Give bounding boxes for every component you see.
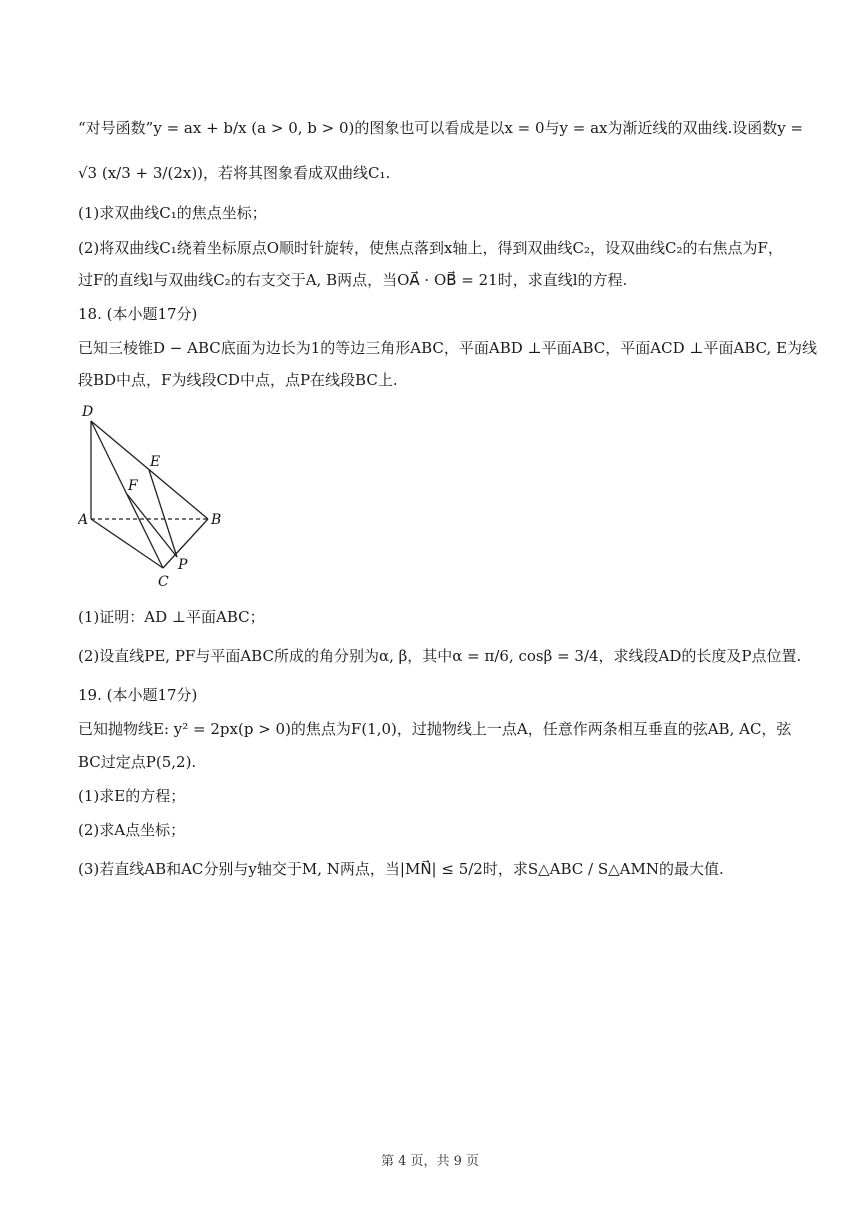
problem18-stem-line1: 已知三棱锥D − ABC底面为边长为1的等边三角形ABC，平面ABD ⊥平面ABC，平面ACD ⊥平面ABC, E为线 (78, 339, 818, 357)
label-A: A (78, 512, 89, 528)
label-B: B (211, 512, 222, 528)
label-D: D (82, 404, 94, 420)
segment-PF (127, 494, 177, 557)
problem19-question3: (3)若直线AB和AC分别与y轴交于M, N两点，当|MN⃗| ≤ 5/2时，求S△ABC / S△AMN的最大值. (78, 860, 724, 878)
problem19-question2: (2)求A点坐标； (78, 821, 186, 839)
label-P: P (178, 557, 188, 573)
problem18-question2: (2)设直线PE, PF与平面ABC所成的角分别为α, β，其中α = π/6, cosβ = 3/4，求线段AD的长度及P点位置. (78, 647, 802, 665)
label-E: E (150, 454, 161, 470)
problem19-stem-line2: BC过定点P(5,2). (78, 753, 197, 771)
problem17-question2-line1: (2)将双曲线C₁绕着坐标原点O顺时针旋转，使焦点落到x轴上，得到双曲线C₂，设双曲线C₂的右焦点为F， (78, 239, 783, 257)
problem19-stem-line1: 已知抛物线E: y² = 2px(p > 0)的焦点为F(1,0)，过抛物线上一点A，任意作两条相互垂直的弦AB, AC，弦 (78, 720, 792, 738)
tetrahedron-figure (78, 400, 238, 590)
problem18-question1: (1)证明：AD ⊥平面ABC； (78, 608, 265, 626)
problem19-heading: 19. (本小题17分) (78, 686, 198, 704)
problem18-stem-line2: 段BD中点，F为线段CD中点，点P在线段BC上. (78, 371, 398, 389)
segment-PE (149, 470, 177, 557)
problem18-heading: 18. (本小题17分) (78, 305, 198, 323)
problem17-question1: (1)求双曲线C₁的焦点坐标； (78, 204, 267, 222)
tetrahedron-diagram (78, 400, 238, 590)
problem17-stem-line1: “对号函数”y = ax + b/x (a > 0, b > 0)的图象也可以看成是以x = 0与y = ax为渐近线的双曲线.设函数y = (78, 119, 804, 137)
label-C: C (158, 574, 169, 590)
problem19-question1: (1)求E的方程； (78, 787, 186, 805)
problem17-stem-line2: √3 (x/3 + 3/(2x))，若将其图象看成双曲线C₁. (78, 164, 391, 182)
label-F: F (128, 478, 138, 494)
page-footer: 第 4 页，共 9 页 (380, 1154, 480, 1169)
problem17-question2-line2: 过F的直线l与双曲线C₂的右支交于A, B两点，当OA⃗ · OB⃗ = 21时，求直线l的方程. (78, 271, 628, 289)
